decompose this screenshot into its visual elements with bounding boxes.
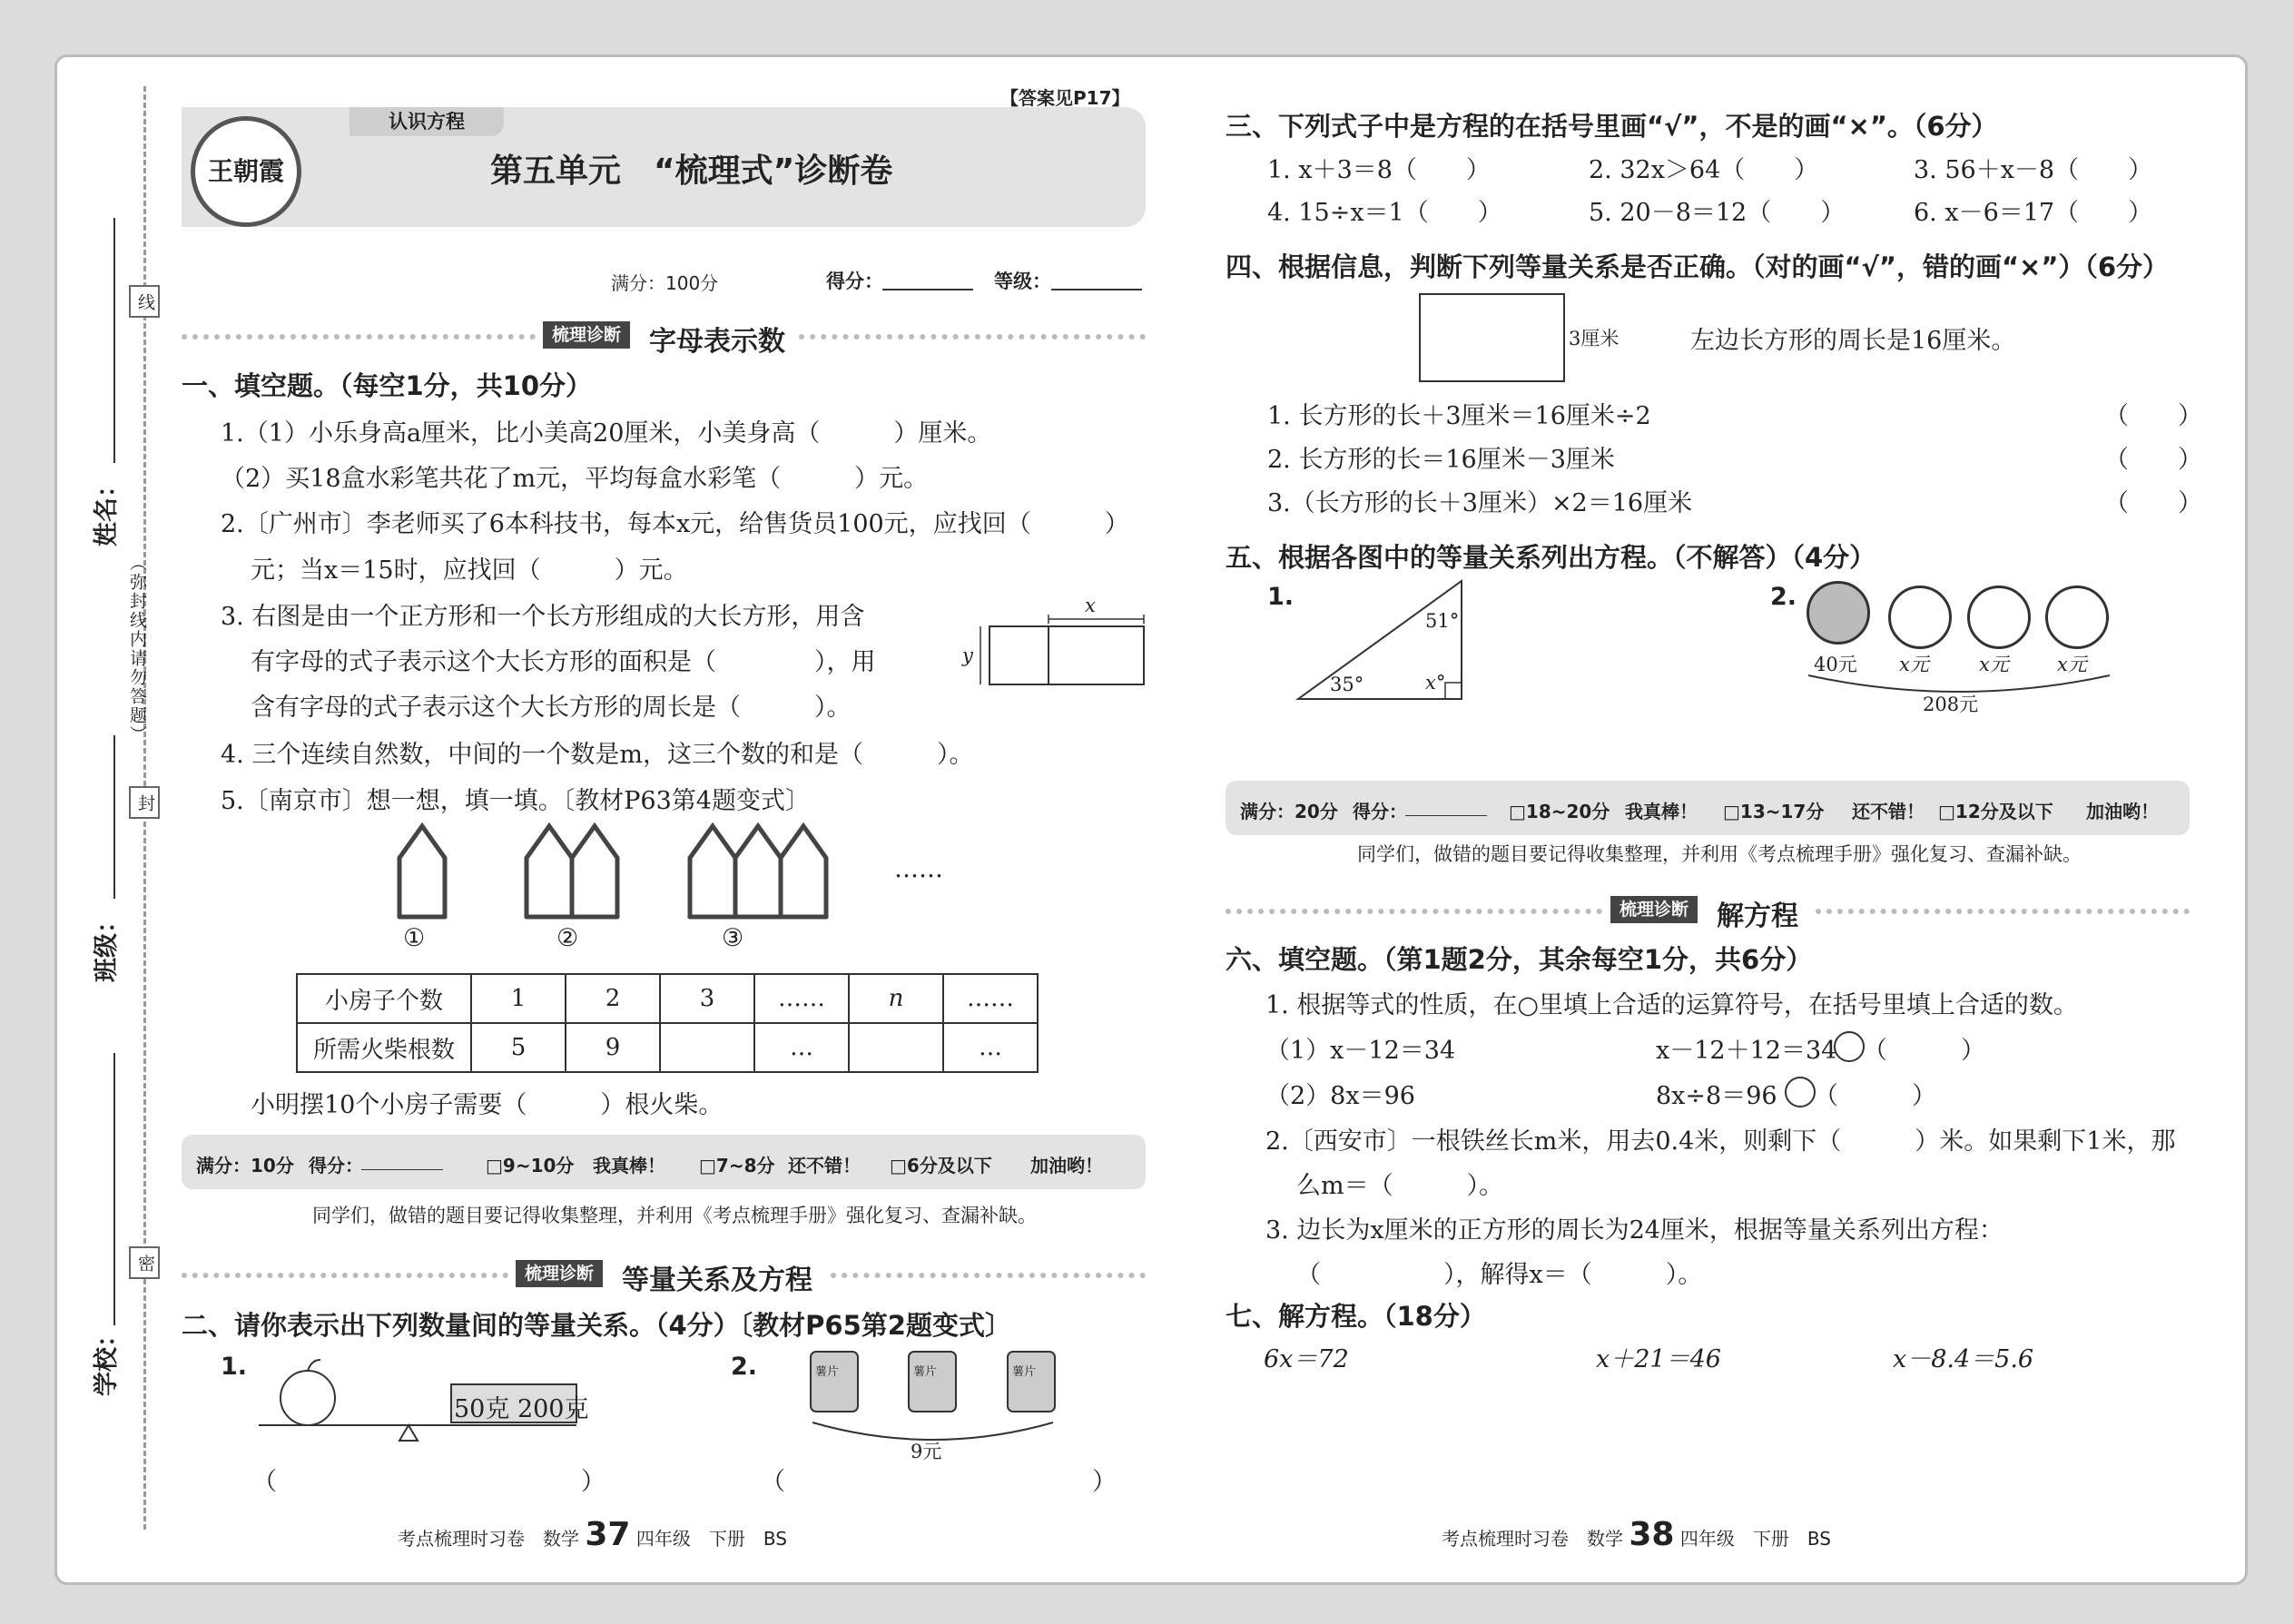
sb2-opt3b: 加油哟！ (2086, 801, 2159, 822)
class-label: 班级： (93, 909, 121, 982)
q1-3b: 有字母的式子表示这个大长方形的面积是（ ），用 (251, 648, 876, 676)
class-field[interactable] (113, 735, 115, 899)
answer-ref: 【答案见P17】 (1000, 87, 1130, 109)
q3-item-2: 2. 32x＞64（ ） (1589, 156, 1819, 184)
q6-3a: 3. 边长为x厘米的正方形的周长为24厘米，根据等量关系列出方程： (1265, 1216, 2004, 1245)
q1-2a: 2.〔广州市〕李老师买了6本科技书，每本x元，给售货员100元，应找回（ ） (221, 510, 1129, 538)
sb2-got: 得分： (1353, 801, 1407, 822)
q6-1b-right: 8x÷8＝96 (1656, 1082, 1777, 1110)
ball-price-1: 40元 (1814, 654, 1857, 675)
table-cell: …… (754, 974, 849, 1023)
q6-1a-right: x－12＋12＝34 (1656, 1037, 1837, 1065)
q1-5: 5.〔南京市〕想一想，填一填。〔教材P63第4题变式〕 (221, 787, 810, 815)
seal-feng: 封 (129, 786, 160, 819)
section-banner-2 (182, 1258, 1146, 1296)
sb2-opt3[interactable]: □12分及以下 (1938, 801, 2053, 822)
brand-logo: 王朝霞 (191, 116, 301, 227)
table-cell: … (754, 1023, 849, 1072)
q3-item-5: 5. 20－8＝12（ ） (1589, 199, 1846, 227)
angle-x: x° (1425, 672, 1446, 694)
section-banner-1 (182, 320, 1146, 358)
score-field[interactable] (882, 289, 973, 290)
sb1-full: 满分：10分 (196, 1155, 294, 1176)
soccer-ball-icon (1967, 586, 2031, 649)
ball-price-4: x元 (2057, 654, 2087, 675)
q5-1-num: 1. (1267, 583, 1295, 611)
fig-label-y: y (962, 645, 973, 666)
q4-paren-1[interactable]: （ ） (2104, 402, 2202, 430)
table-cell: 1 (471, 974, 566, 1023)
ball-total: 208元 (1923, 694, 1979, 715)
q1-4: 4. 三个连续自然数，中间的一个数是m，这三个数的和是（ ）。 (221, 741, 974, 769)
house-label-2: ② (556, 924, 579, 952)
ball-price-3: x元 (1979, 654, 2009, 675)
q4-item-3: 3.（长方形的长＋3厘米）×2＝16厘米 (1267, 489, 1693, 517)
section-banner-3 (1226, 894, 2190, 932)
weights-label: 50克 200克 (454, 1395, 589, 1423)
q6-1a-left: （1）x－12＝34 (1265, 1037, 1456, 1065)
q6-1: 1. 根据等式的性质，在○里填上合适的运算符号，在括号里填上合适的数。 (1265, 991, 2078, 1019)
q7-item-2: x＋21＝46 (1596, 1345, 1721, 1373)
section-tag: 梳理诊断 (516, 1260, 603, 1287)
fig-label-x: x (1085, 595, 1096, 616)
table-cell: 3 (660, 974, 754, 1023)
bag-price: 9元 (911, 1441, 942, 1462)
table-answer-cell[interactable] (660, 1023, 754, 1072)
section-title: 字母表示数 (649, 326, 785, 358)
table-cell: 2 (566, 974, 660, 1023)
footer-right-series: 考点梳理时习卷 数学 (1442, 1528, 1623, 1550)
q5-2-num: 2. (1770, 583, 1797, 611)
q1-2b: 元；当x＝15时，应找回（ ）元。 (251, 556, 688, 585)
q4-item-1: 1. 长方形的长＋3厘米＝16厘米÷2 (1267, 402, 1651, 430)
tip-2: 同学们，做错的题目要记得收集整理，并利用《考点梳理手册》强化复习、查漏补缺。 (1357, 843, 2082, 865)
q4-heading: 四、根据信息，判断下列等量关系是否正确。（对的画“√”，错的画“×”）（6分） (1226, 251, 2170, 282)
q1-3c: 含有字母的式子表示这个大长方形的周长是（ ）。 (251, 694, 852, 722)
q2-1-paren-l: （ (252, 1468, 277, 1496)
q6-1b-left: （2）8x＝96 (1265, 1082, 1415, 1110)
q1-1a: 1.（1）小乐身高a厘米，比小美高20厘米，小美身高（ ）厘米。 (221, 419, 992, 448)
q3-item-1: 1. x＋3＝8（ ） (1267, 156, 1491, 184)
sb2-opt1[interactable]: □18~20分 (1509, 801, 1610, 822)
seal-xian: 线 (129, 285, 160, 318)
full-score: 满分：100分 (611, 272, 719, 294)
sb1-opt1b: 我真棒！ (593, 1155, 665, 1176)
q6-1a-paren[interactable]: （ ） (1863, 1037, 1985, 1065)
sb2-full: 满分：20分 (1240, 801, 1338, 822)
q3-item-6: 6. x－6＝17（ ） (1914, 199, 2153, 227)
sb2-opt2[interactable]: □13~17分 (1723, 801, 1825, 822)
footer-left (398, 1516, 787, 1553)
q2-2-paren-l: （ (761, 1468, 785, 1496)
table-cell: … (943, 1023, 1038, 1072)
grade-label: 等级： (994, 271, 1051, 292)
q1-5b: 小明摆10个小房子需要（ ）根火柴。 (251, 1091, 724, 1119)
table-cell: n (849, 974, 943, 1023)
soccer-ball-icon (2045, 586, 2109, 649)
sb2-field[interactable] (1405, 815, 1487, 816)
q4-item-2: 2. 长方形的长＝16厘米－3厘米 (1267, 446, 1615, 474)
houses-ellipsis: …… (894, 855, 943, 883)
tip-1: 同学们，做错的题目要记得收集整理，并利用《考点梳理手册》强化复习、查漏补缺。 (312, 1205, 1037, 1226)
binding-note: （弥封线内请勿答题） (127, 554, 147, 744)
q2-heading: 二、请你表示出下列数量间的等量关系。（4分）〔教材P65第2题变式〕 (182, 1310, 1011, 1341)
angle-51: 51° (1425, 610, 1460, 632)
q4-paren-2[interactable]: （ ） (2104, 446, 2202, 474)
score-bar-1 (182, 1135, 1146, 1189)
section-tag: 梳理诊断 (1610, 896, 1698, 923)
table-row (297, 1023, 1038, 1072)
operator-circle-2[interactable] (1785, 1077, 1816, 1107)
grade-field[interactable] (1051, 289, 1142, 290)
q3-item-4: 4. 15÷x＝1（ ） (1267, 199, 1502, 227)
q7-item-1: 6x＝72 (1264, 1345, 1349, 1373)
q5-heading: 五、根据各图中的等量关系列出方程。（不解答）（4分） (1226, 542, 1876, 573)
seal-mi: 密 (129, 1246, 160, 1279)
table-cell: 5 (471, 1023, 566, 1072)
ball-price-2: x元 (1899, 654, 1929, 675)
soccer-ball-icon (1888, 586, 1952, 649)
table-cell: 所需火柴根数 (297, 1023, 471, 1072)
footer-right-grade: 四年级 下册 BS (1679, 1528, 1831, 1550)
table-row (297, 974, 1038, 1023)
footer-left-grade: 四年级 下册 BS (635, 1528, 787, 1550)
school-label: 学校： (93, 1323, 121, 1396)
q7-heading: 七、解方程。（18分） (1226, 1301, 1486, 1332)
sb1-opt3[interactable]: □6分及以下 (890, 1155, 992, 1176)
q1-heading: 一、填空题。（每空1分，共10分） (182, 370, 593, 401)
q2-2-paren-r: ） (1092, 1468, 1117, 1496)
q6-2b: 么m＝（ ）。 (1296, 1172, 1504, 1200)
q7-item-3: x－8.4＝5.6 (1893, 1345, 2034, 1373)
bag-label-1: 薯片 (815, 1365, 840, 1379)
q6-3b: （ ），解得x＝（ ）。 (1296, 1261, 1703, 1289)
section-tag: 梳理诊断 (543, 321, 630, 349)
score-label: 得分： (826, 271, 883, 292)
q1-1b: （2）买18盒水彩笔共花了m元，平均每盒水彩笔（ ）元。 (221, 465, 929, 493)
q3-heading: 三、下列式子中是方程的在括号里画“√”，不是的画“×”。（6分） (1226, 111, 1998, 142)
table-cell: 小房子个数 (297, 974, 471, 1023)
square-rect-figure (962, 599, 1153, 690)
q3-item-3: 3. 56＋x－8（ ） (1914, 156, 2153, 184)
footer-right (1442, 1516, 1831, 1553)
topic-tag: 认识方程 (350, 107, 504, 136)
school-field[interactable] (113, 1053, 115, 1325)
q6-2a: 2.〔西安市〕一根铁丝长m米，用去0.4米，则剩下（ ）米。如果剩下1米，那 (1265, 1127, 2176, 1156)
basketball-icon (1807, 581, 1870, 645)
house-label-1: ① (403, 924, 426, 952)
sb1-opt2[interactable]: □7~8分 (699, 1155, 775, 1176)
table-cell: 9 (566, 1023, 660, 1072)
section-title: 解方程 (1717, 901, 1798, 932)
q6-1b-paren[interactable]: （ ） (1814, 1082, 1936, 1110)
sb2-opt2b: 还不错！ (1852, 801, 1925, 822)
matchstick-table (296, 973, 1039, 1073)
sb1-got: 得分： (309, 1155, 363, 1176)
sb1-opt3b: 加油哟！ (1030, 1155, 1103, 1176)
page-number-right: 38 (1629, 1516, 1675, 1553)
q2-2-num: 2. (731, 1353, 758, 1381)
house-label-3: ③ (722, 924, 744, 952)
rectangle-figure (1419, 293, 1565, 382)
q4-paren-3[interactable]: （ ） (2104, 489, 2202, 517)
name-field[interactable] (113, 218, 115, 463)
sb2-opt1b: 我真棒！ (1625, 801, 1698, 822)
sb1-field[interactable] (361, 1169, 443, 1170)
table-answer-cell[interactable] (849, 1023, 943, 1072)
score-bar-2 (1226, 781, 2190, 835)
angle-35: 35° (1330, 674, 1364, 695)
footer-left-series: 考点梳理时习卷 数学 (398, 1528, 579, 1550)
sb1-opt1[interactable]: □9~10分 (486, 1155, 575, 1176)
bag-label-3: 薯片 (1012, 1365, 1037, 1379)
matchstick-houses (381, 817, 926, 926)
sb1-opt2b: 还不错！ (788, 1155, 861, 1176)
name-label: 姓名： (93, 473, 121, 546)
q1-3a: 3. 右图是由一个正方形和一个长方形组成的大长方形，用含 (221, 603, 865, 631)
page-number-left: 37 (585, 1516, 631, 1553)
section-title: 等量关系及方程 (622, 1265, 812, 1296)
q2-1-paren-r: ） (581, 1468, 605, 1496)
q6-heading: 六、填空题。（第1题2分，其余每空1分，共6分） (1226, 944, 1813, 975)
page-title: 第五单元 “梳理式”诊断卷 (490, 153, 893, 190)
operator-circle-1[interactable] (1834, 1031, 1865, 1062)
rect-info: 左边长方形的周长是16厘米。 (1690, 327, 2016, 355)
rect-side-label: 3厘米 (1569, 328, 1620, 349)
q2-1-num: 1. (221, 1353, 248, 1381)
bag-label-2: 薯片 (913, 1365, 938, 1379)
table-cell: …… (943, 974, 1038, 1023)
